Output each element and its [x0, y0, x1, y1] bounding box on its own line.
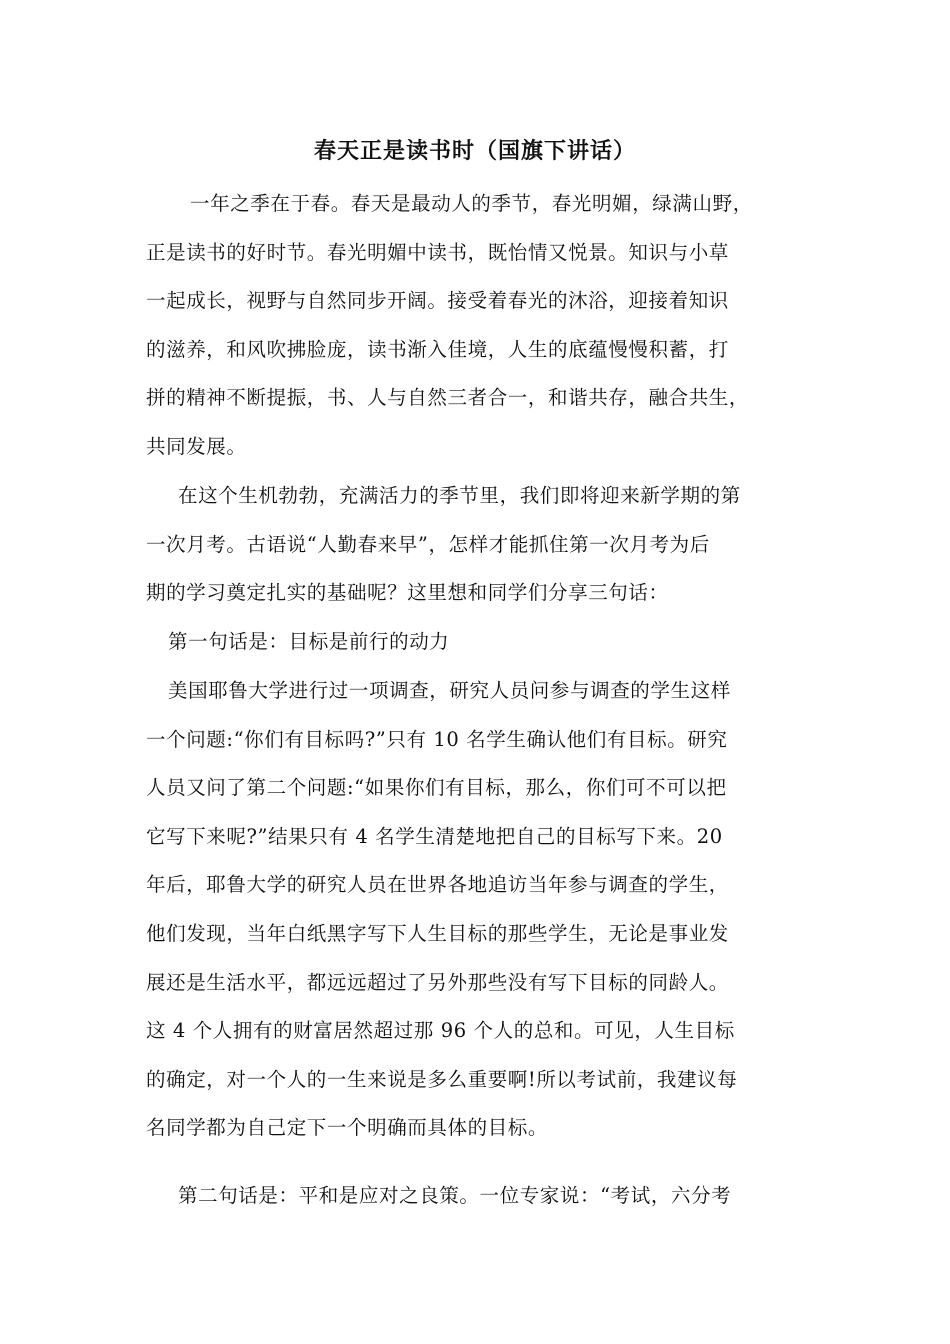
text-line: 正是读书的好时节。春光明媚中读书，既怡情又悦景。知识与小草 [146, 240, 729, 264]
text-line: 的滋养，和风吹拂脸庞，读书渐入佳境，人生的底蕴慢慢积蓄，打 [146, 337, 729, 361]
text-line: 的确定，对一个人的一生来说是多么重要啊!所以考试前，我建议每 [146, 1067, 738, 1091]
text-line: 拼的精神不断提振，书、人与自然三者合一，和谐共存，融合共生， [146, 386, 750, 410]
text-line: 名同学都为自己定下一个明确而具体的目标。 [146, 1116, 549, 1140]
text-line: 一起成长，视野与自然同步开阔。接受着春光的沐浴，迎接着知识 [146, 289, 729, 313]
text-line: 期的学习奠定扎实的基础呢？这里想和同学们分享三句话： [146, 581, 669, 605]
paragraph-first-point [146, 618, 810, 667]
text-line: 一次月考。古语说“人勤春来早”，怎样才能抓住第一次月考为后 [146, 532, 710, 556]
text-line: 第二句话是：平和是应对之良策。一位专家说：“考试，六分考 [178, 1184, 732, 1207]
text-line: 它写下来呢?”结果只有 4 名学生清楚地把自己的目标写下来。20 [146, 824, 723, 848]
text-line: 第一句话是：目标是前行的动力 [168, 630, 450, 653]
text-line: 年后，耶鲁大学的研究人员在世界各地追访当年参与调查的学生， [146, 873, 729, 897]
text-line: 一年之季在于春。春天是最动人的季节，春光明媚，绿满山野， [190, 192, 753, 215]
paragraph-exam-intro [146, 472, 810, 618]
text-line: 共同发展。 [146, 434, 247, 458]
document-title: 春天正是读书时（国旗下讲话） [313, 138, 636, 164]
paragraph-spring [146, 180, 810, 472]
text-line: 他们发现，当年白纸黑字写下人生目标的那些学生，无论是事业发 [146, 921, 729, 945]
text-line: 在这个生机勃勃，充满活力的季节里，我们即将迎来新学期的第 [178, 484, 741, 507]
text-line: 美国耶鲁大学进行过一项调查，研究人员问参与调查的学生这样 [168, 679, 731, 702]
text-line: 人员又问了第二个问题:“如果你们有目标，那么，你们可不可以把 [146, 776, 727, 800]
text-line: 展还是生活水平，都远远超过了另外那些没有写下目标的同龄人。 [146, 970, 729, 994]
paragraph-second-point [146, 1172, 810, 1221]
text-line: 这 4 个人拥有的财富居然超过那 96 个人的总和。可见，人生目标 [146, 1019, 735, 1043]
paragraph-yale-study [146, 667, 810, 1153]
text-line: 一个问题:“你们有目标吗?”只有 10 名学生确认他们有目标。研究 [146, 727, 728, 751]
